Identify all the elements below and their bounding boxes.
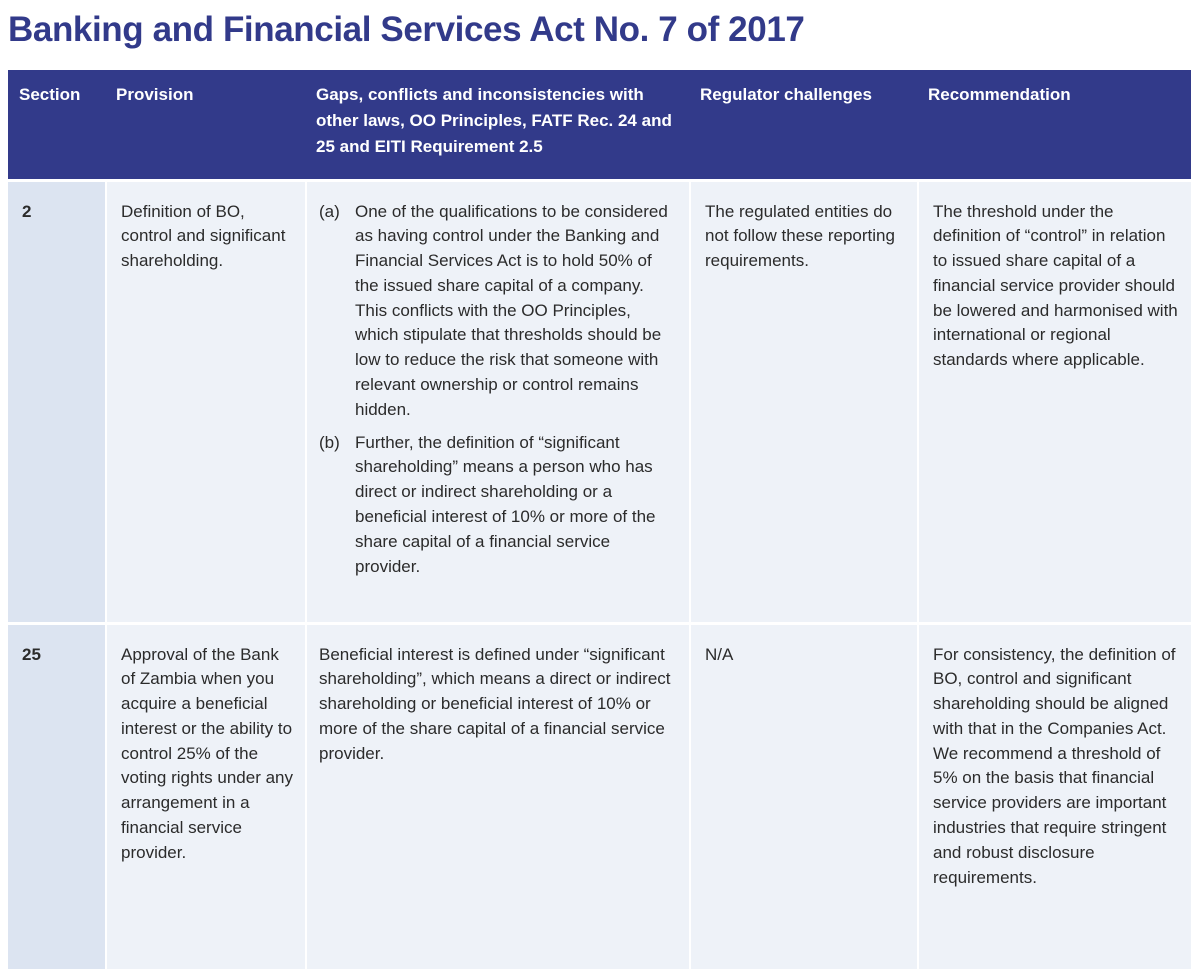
gaps-item-label: (b) bbox=[319, 432, 340, 452]
header-recommendation: Recommendation bbox=[918, 70, 1191, 180]
regulator-challenges-cell: N/A bbox=[690, 623, 918, 969]
provision-cell: Approval of the Bank of Zambia when you acquire a beneficial interest or the ability to control 25% of the voting rights under any arrangement in a financial service provider. bbox=[106, 623, 306, 969]
recommendation-cell: For consistency, the definition of BO, control and significant shareholding should be aligned with that in the Companies Act. We recommend a threshold of 5% on the basis that financial service providers are important industries that require stringent and robust disclosure requirements. bbox=[918, 623, 1191, 969]
section-number: 2 bbox=[8, 180, 106, 623]
gaps-cell: Beneficial interest is defined under “significant shareholding”, which means a direct or indirect shareholding or beneficial interest of 10% or more of the share capital of a financial service provider. bbox=[306, 623, 690, 969]
header-gaps: Gaps, conflicts and inconsistencies with other laws, OO Principles, FATF Rec. 24 and 25 and EITI Requirement 2.5 bbox=[306, 70, 690, 180]
gaps-list bbox=[319, 200, 675, 580]
gaps-cell bbox=[306, 180, 690, 623]
table-row bbox=[8, 180, 1191, 623]
recommendation-cell: The threshold under the definition of “control” in relation to issued share capital of a financial service provider should be lowered and harmonised with international or regional standards where applicable. bbox=[918, 180, 1191, 623]
gaps-item-label: (a) bbox=[319, 201, 340, 221]
header-row bbox=[8, 70, 1191, 180]
table-row bbox=[8, 623, 1191, 969]
regulator-challenges-cell: The regulated entities do not follow these reporting requirements. bbox=[690, 180, 918, 623]
gaps-item bbox=[319, 200, 675, 423]
gaps-item-text: Further, the definition of “significant shareholding” means a person who has direct or indirect shareholding or a beneficial interest of 10% or more of the share capital of a financial service provider. bbox=[355, 432, 656, 576]
header-provision: Provision bbox=[106, 70, 306, 180]
header-regulator-challenges: Regulator challenges bbox=[690, 70, 918, 180]
table-body bbox=[8, 180, 1191, 969]
page-title: Banking and Financial Services Act No. 7 of 2017 bbox=[8, 10, 805, 49]
table-header bbox=[8, 70, 1191, 180]
section-number: 25 bbox=[8, 623, 106, 969]
gaps-item bbox=[319, 431, 675, 580]
provisions-table bbox=[8, 70, 1191, 969]
provision-cell: Definition of BO, control and significant shareholding. bbox=[106, 180, 306, 623]
header-section: Section bbox=[8, 70, 106, 180]
gaps-item-text: One of the qualifications to be considered as having control under the Banking and Financial Services Act is to hold 50% of the issued share capital of a company. This conflicts with the OO Principles, which stipulate that thresholds should be low to reduce the risk that someone with relevant ownership or control remains hidden. bbox=[355, 201, 668, 419]
